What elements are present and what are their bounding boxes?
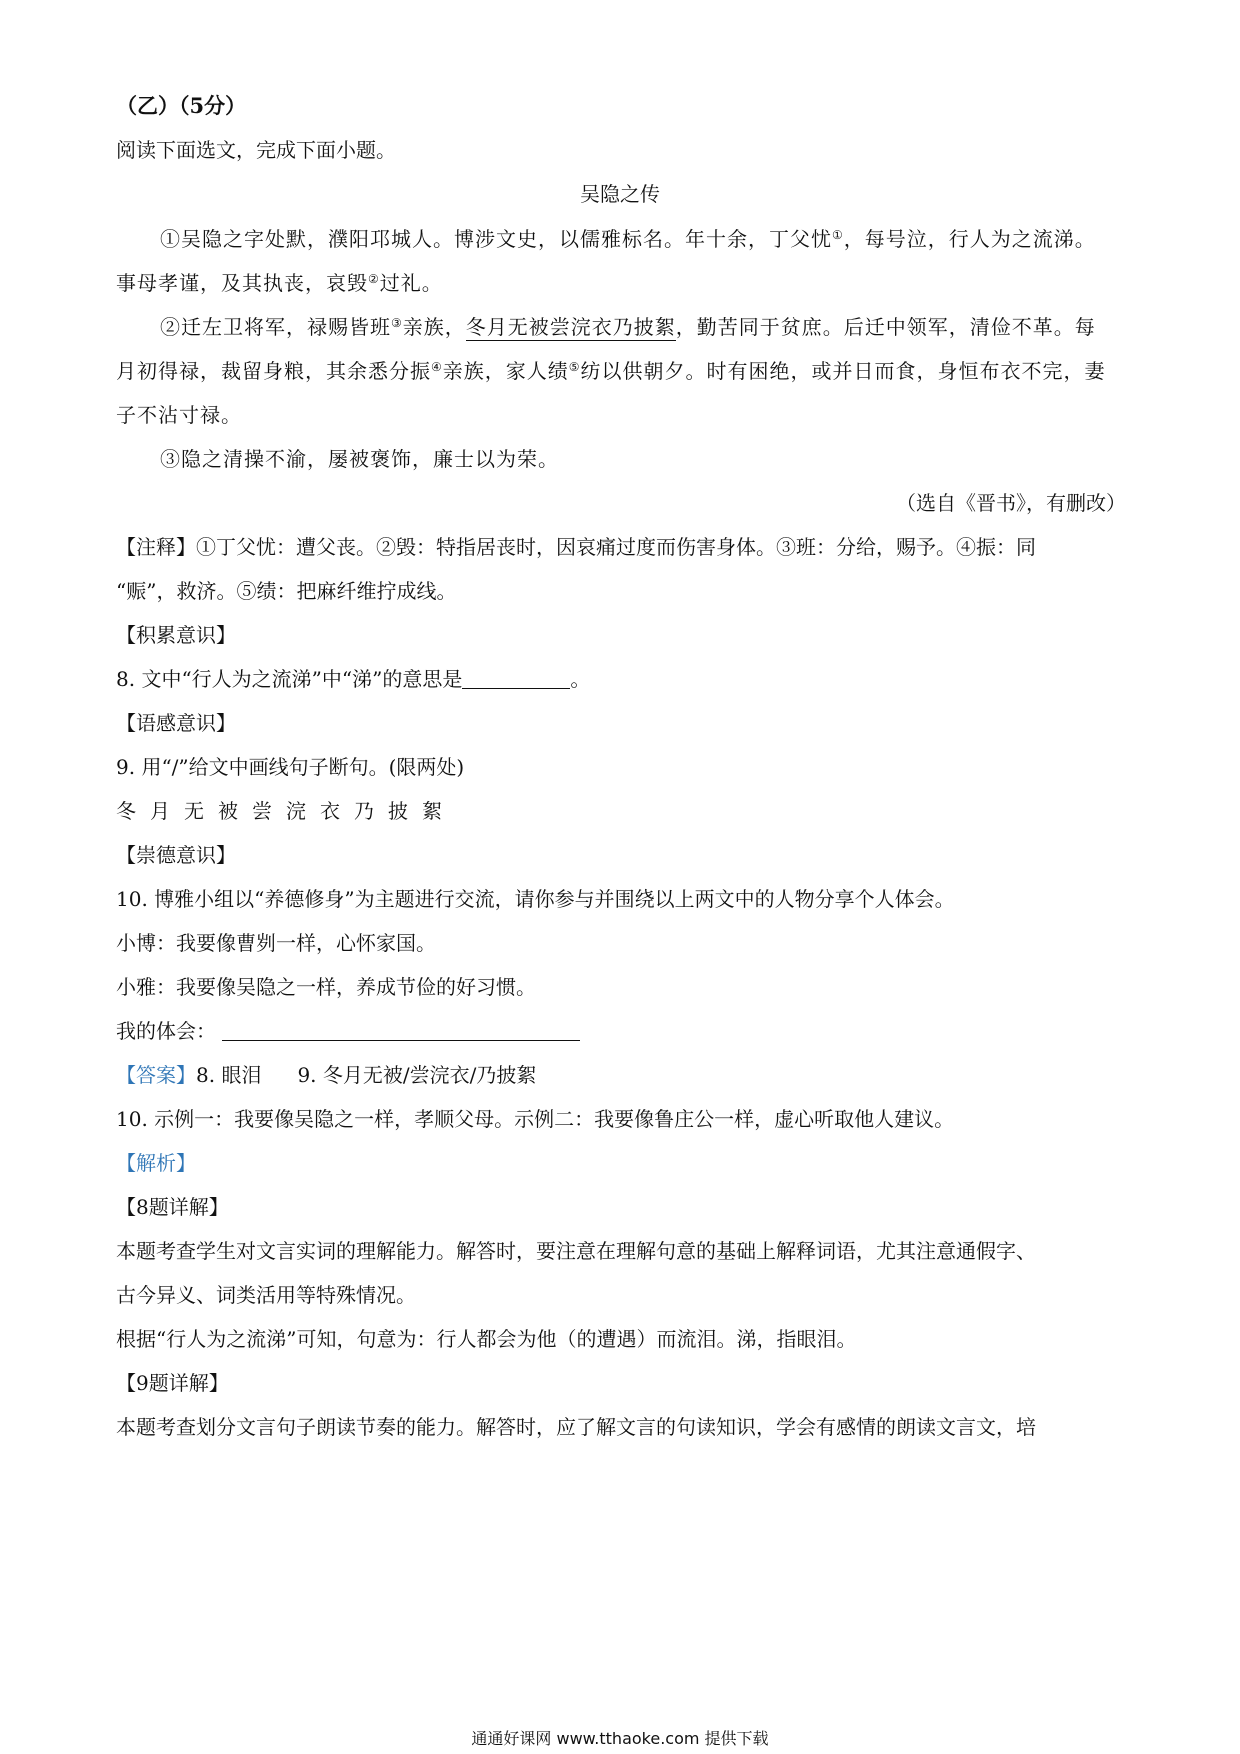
answer-line: 【答案】8. 眼泪 9. 冬月无被/尝浣衣/乃披絮 [116,1063,537,1087]
q9-chars [116,797,1126,825]
detail-8-header: 【8题详解】 [116,1195,229,1219]
q9-char: 絮 [422,799,442,823]
passage-title: 吴隐之传 [580,182,660,206]
q9-char: 无 [184,799,204,823]
notes-line2: “赈”，救济。⑤绩：把麻纤维拧成线。 [116,579,457,603]
instruction: 阅读下面选文，完成下面小题。 [116,138,396,162]
answer-10: 10. 示例一：我要像吴隐之一样，孝顺父母。示例二：我要像鲁庄公一样，虚心听取他人建议。 [116,1107,955,1131]
section-title: （乙）（5分） [116,93,247,118]
q9-char: 浣 [286,799,306,823]
footnote-mark: ④ [431,360,443,374]
q10-xiaoya: 小雅：我要像吴隐之一样，养成节俭的好习惯。 [116,975,536,999]
detail-9-header: 【9题详解】 [116,1371,229,1395]
detail-8-line3: 根据“行人为之流涕”可知，句意为：行人都会为他（的遭遇）而流泪。涕，指眼泪。 [116,1327,857,1351]
footnote-mark: ⑤ [568,360,581,374]
passage-source: （选自《晋书》，有删改） [896,491,1126,515]
q9-char: 冬 [116,799,136,823]
footnote-mark: ① [832,228,844,242]
q9-header: 【语感意识】 [116,711,236,735]
footnote-mark: ② [368,272,380,286]
passage-p2-line3: 子不沾寸禄。 [116,403,242,427]
detail-8-line1: 本题考查学生对文言实词的理解能力。解答时，要注意在理解句意的基础上解释词语，尤其注意通假字、 [116,1239,1036,1263]
q10-question: 10. 博雅小组以“养德修身”为主题进行交流，请你参与并围绕以上两文中的人物分享个人体会。 [116,887,955,911]
page-footer: 通通好课网 www.tthaoke.com 提供下载 [471,1729,769,1748]
q9-char: 乃 [354,799,374,823]
answer-blank-long[interactable] [222,1020,580,1041]
q9-char: 披 [388,799,408,823]
q9-char: 尝 [252,799,272,823]
detail-9-line1: 本题考查划分文言句子朗读节奏的能力。解答时，应了解文言的句读知识，学会有感情的朗读文言文，培 [116,1415,1036,1439]
passage-p2-line2: 月初得禄，裁留身粮，其余悉分振④亲族，家人绩⑤纺以供朝夕。时有困绝，或并日而食，身恒布衣不完，妻 [116,359,1106,383]
passage-p3: ③隐之清操不渝，屡被褒饰，廉士以为荣。 [160,447,559,471]
analysis-label: 【解析】 [116,1151,196,1175]
footnote-mark: ③ [391,316,403,330]
passage-p1-line1: ①吴隐之字处默，濮阳邛城人。博涉文史，以儒雅标名。年十余，丁父忧①，每号泣，行人为之流涕。 [160,227,1096,251]
q10-xiaobo: 小博：我要像曹刿一样，心怀家国。 [116,931,436,955]
q8-question: 8. 文中“行人为之流涕”中“涕”的意思是 。 [116,667,591,691]
underlined-sentence: 冬月无被尝浣衣乃披絮 [465,315,676,339]
detail-8-line2: 古今异义、词类活用等特殊情况。 [116,1283,416,1307]
q10-header: 【崇德意识】 [116,843,236,867]
q10-mine: 我的体会： [116,1017,1126,1045]
q8-header: 【积累意识】 [116,623,236,647]
q9-char: 月 [150,799,170,823]
passage-p2-line1: ②迁左卫将军，禄赐皆班③亲族，冬月无被尝浣衣乃披絮，勤苦同于贫庶。后迁中领军，清俭不革。每 [160,315,1096,339]
answer-blank[interactable] [462,668,570,689]
q9-char: 被 [218,799,238,823]
q9-char: 衣 [320,799,340,823]
answer-label: 【答案】 [116,1063,196,1087]
q9-question: 9. 用“/”给文中画线句子断句。(限两处) [116,755,465,779]
passage-p1-line2: 事母孝谨，及其执丧，哀毁②过礼。 [116,271,443,295]
notes-line1: 【注释】①丁父忧：遭父丧。②毁：特指居丧时，因哀痛过度而伤害身体。③班：分给，赐予。④振：同 [116,535,1036,559]
